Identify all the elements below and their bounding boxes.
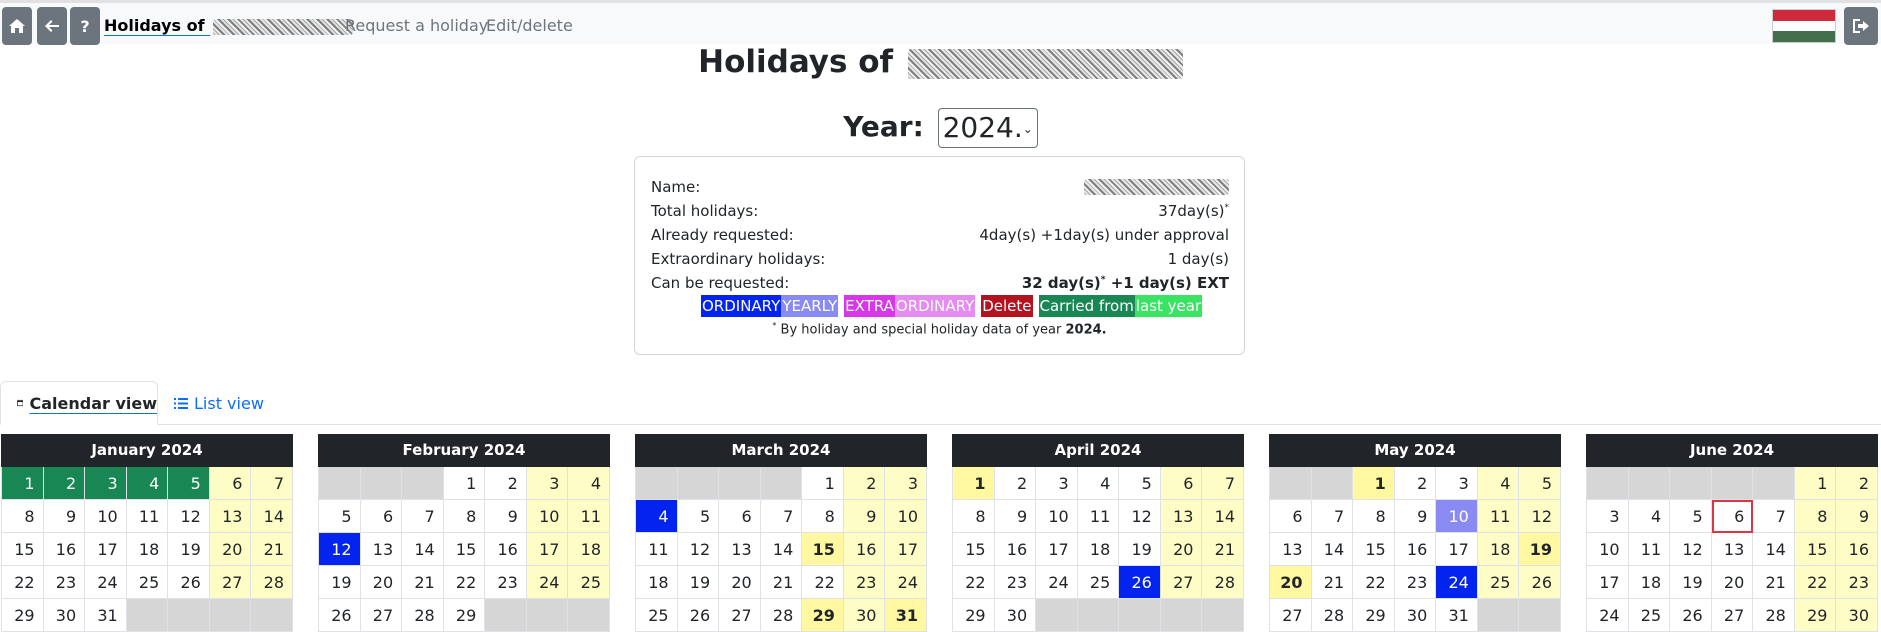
- chevron-down-icon: ⌄: [1022, 122, 1033, 136]
- calendar-day-cell[interactable]: 19: [1670, 566, 1712, 599]
- calendar-day-cell[interactable]: 9: [44, 500, 86, 533]
- calendar-day-cell[interactable]: 21: [402, 566, 444, 599]
- calendar-day-cell[interactable]: 27: [1270, 599, 1312, 632]
- calendar-day-cell[interactable]: 6: [210, 467, 252, 500]
- calendar-day-cell[interactable]: 12: [1519, 500, 1561, 533]
- sign-out-icon: [1852, 18, 1870, 34]
- month-calendar-march: [635, 434, 927, 632]
- holiday-summary-card: [634, 156, 1245, 355]
- requested-value: 4day(s) +1day(s) under approval: [979, 226, 1229, 244]
- extraordinary-label: Extraordinary holidays:: [651, 250, 826, 268]
- calendar-day-cell[interactable]: 5: [1519, 467, 1561, 500]
- calendar-empty-cell: [761, 467, 803, 500]
- tab-calendar-label: Calendar view: [29, 393, 157, 413]
- calendar-day-cell[interactable]: 8: [2, 500, 44, 533]
- calendar-day-cell[interactable]: 21: [1753, 566, 1795, 599]
- summary-row-name: [651, 175, 1229, 199]
- extraordinary-value: 1 day(s): [1167, 250, 1229, 268]
- calendar-day-cell[interactable]: 21: [761, 566, 803, 599]
- calendar-day-cell[interactable]: 31: [885, 599, 927, 632]
- tab-list-view[interactable]: [174, 381, 264, 425]
- calendar-day-cell[interactable]: 13: [719, 533, 761, 566]
- calendar-day-cell[interactable]: 18: [1478, 533, 1520, 566]
- calendar-day-cell[interactable]: 20: [1161, 533, 1203, 566]
- can-request-value: [1022, 274, 1229, 292]
- total-value-text: 37day(s): [1158, 202, 1225, 220]
- calendar-day-cell[interactable]: 13: [1712, 533, 1754, 566]
- calendar-day-cell[interactable]: 1: [2, 467, 44, 500]
- calendar-empty-cell: [1629, 467, 1671, 500]
- calendar-day-cell[interactable]: 29: [953, 599, 995, 632]
- calendar-day-cell[interactable]: 23: [44, 566, 86, 599]
- calendar-day-cell[interactable]: 29: [1353, 599, 1395, 632]
- calendar-day-cell[interactable]: 26: [678, 599, 720, 632]
- calendar-day-cell[interactable]: 25: [636, 599, 678, 632]
- legend-yearly: YEARLY: [782, 297, 838, 315]
- footnote-mark: *: [772, 321, 777, 330]
- calendar-day-cell[interactable]: 14: [1753, 533, 1795, 566]
- calendar-day-cell[interactable]: 30: [995, 599, 1037, 632]
- calendar-day-cell[interactable]: 22: [444, 566, 486, 599]
- year-select-value: 2024.: [942, 111, 1023, 144]
- calendar-day-cell[interactable]: 30: [1836, 599, 1878, 632]
- calendar-day-cell[interactable]: 7: [761, 500, 803, 533]
- calendar-day-cell[interactable]: 19: [1519, 533, 1561, 566]
- calendar-day-cell[interactable]: 2: [1395, 467, 1437, 500]
- calendar-day-cell[interactable]: 24: [85, 566, 127, 599]
- calendar-day-cell[interactable]: 12: [1119, 500, 1161, 533]
- calendar-day-cell[interactable]: 25: [127, 566, 169, 599]
- calendar-day-cell[interactable]: 18: [1078, 533, 1120, 566]
- footnote-text: By holiday and special holiday data of year: [776, 322, 1066, 338]
- logout-button[interactable]: [1844, 7, 1878, 45]
- page-title-text: Holidays of: [698, 44, 894, 80]
- name-label: Name:: [651, 178, 701, 196]
- month-header: February 2024: [318, 434, 610, 467]
- calendar-day-cell[interactable]: 23: [995, 566, 1037, 599]
- month-grid: [318, 467, 610, 632]
- calendar-day-cell[interactable]: 17: [1436, 533, 1478, 566]
- calendar-day-cell[interactable]: 28: [251, 566, 293, 599]
- calendar-day-cell[interactable]: 20: [719, 566, 761, 599]
- calendar-day-cell[interactable]: 5: [319, 500, 361, 533]
- calendar-day-cell[interactable]: 8: [953, 500, 995, 533]
- calendar-day-cell[interactable]: 3: [885, 467, 927, 500]
- calendar-day-cell[interactable]: 27: [1712, 599, 1754, 632]
- calendar-day-cell[interactable]: 18: [636, 566, 678, 599]
- calendar-day-cell[interactable]: 18: [127, 533, 169, 566]
- month-grid: [1269, 467, 1561, 632]
- calendar-day-cell[interactable]: 15: [2, 533, 44, 566]
- calendar-day-cell[interactable]: 23: [485, 566, 527, 599]
- calendar-day-cell[interactable]: 3: [1436, 467, 1478, 500]
- calendar-day-cell[interactable]: 9: [844, 500, 886, 533]
- calendar-day-cell[interactable]: 14: [1202, 500, 1244, 533]
- calendar-day-cell[interactable]: 6: [1270, 500, 1312, 533]
- redacted-employee-name: [1084, 179, 1229, 195]
- month-calendar-january: [1, 434, 293, 632]
- calendar-day-cell[interactable]: 26: [1119, 566, 1161, 599]
- calendar-empty-cell: [1712, 467, 1754, 500]
- calendar-day-cell[interactable]: 22: [802, 566, 844, 599]
- calendar-day-cell[interactable]: 29: [1795, 599, 1837, 632]
- month-header: June 2024: [1586, 434, 1878, 467]
- calendar-empty-cell: [319, 467, 361, 500]
- calendar-day-cell[interactable]: 7: [1753, 500, 1795, 533]
- calendar-day-cell[interactable]: 14: [251, 500, 293, 533]
- summary-row-extraordinary: [651, 247, 1229, 271]
- calendar-day-cell[interactable]: 26: [1670, 599, 1712, 632]
- tab-calendar-view[interactable]: [0, 381, 158, 425]
- calendar-day-cell[interactable]: 20: [1270, 566, 1312, 599]
- calendar-day-cell[interactable]: 24: [527, 566, 569, 599]
- calendar-day-cell[interactable]: 31: [1436, 599, 1478, 632]
- calendar-empty-cell: [1270, 467, 1312, 500]
- calendar-day-cell[interactable]: 13: [210, 500, 252, 533]
- nav-link-holidays[interactable]: [104, 16, 353, 35]
- calendar-empty-cell: [719, 467, 761, 500]
- calendar-day-cell[interactable]: 5: [1119, 467, 1161, 500]
- summary-footnote: [635, 321, 1244, 337]
- calendar-day-cell[interactable]: 29: [802, 599, 844, 632]
- calendar-day-cell[interactable]: 31: [85, 599, 127, 632]
- calendar-day-cell[interactable]: 12: [1670, 533, 1712, 566]
- calendar-day-cell[interactable]: 26: [1519, 566, 1561, 599]
- calendar-day-cell[interactable]: 7: [1202, 467, 1244, 500]
- list-icon: [174, 397, 188, 410]
- month-header: May 2024: [1269, 434, 1561, 467]
- calendar-day-cell[interactable]: 25: [1478, 566, 1520, 599]
- calendar-day-cell[interactable]: 26: [168, 566, 210, 599]
- calendar-day-cell[interactable]: 11: [568, 500, 610, 533]
- calendar-empty-cell: [636, 467, 678, 500]
- calendar-day-cell[interactable]: 4: [1078, 467, 1120, 500]
- calendar-empty-cell: [1312, 467, 1354, 500]
- calendar-day-cell[interactable]: 4: [1478, 467, 1520, 500]
- month-grid: [952, 467, 1244, 632]
- calendar-day-cell[interactable]: 9: [485, 500, 527, 533]
- calendar-day-cell[interactable]: 10: [1436, 500, 1478, 533]
- calendar-day-cell[interactable]: 15: [953, 533, 995, 566]
- calendar-day-cell[interactable]: 14: [761, 533, 803, 566]
- calendar-day-cell[interactable]: 16: [844, 533, 886, 566]
- calendar-day-cell[interactable]: 15: [444, 533, 486, 566]
- calendar-day-cell[interactable]: 25: [1629, 599, 1671, 632]
- calendar-day-cell[interactable]: 2: [844, 467, 886, 500]
- year-selector-row: [0, 108, 1881, 148]
- calendar-day-cell[interactable]: 24: [885, 566, 927, 599]
- calendar-day-cell[interactable]: 16: [995, 533, 1037, 566]
- calendar-empty-cell: [1587, 467, 1629, 500]
- calendar-empty-cell: [168, 599, 210, 632]
- summary-row-can-request: [651, 271, 1229, 295]
- calendar-day-cell[interactable]: 27: [719, 599, 761, 632]
- can-request-ext: +1 day(s) EXT: [1105, 274, 1229, 292]
- calendar-day-cell[interactable]: 2: [485, 467, 527, 500]
- calendar-day-cell[interactable]: 21: [1202, 533, 1244, 566]
- month-grid: [1, 467, 293, 632]
- calendar-day-cell[interactable]: 6: [1712, 500, 1754, 533]
- calendar-day-cell[interactable]: 15: [802, 533, 844, 566]
- calendar-day-cell[interactable]: 28: [402, 599, 444, 632]
- legend-carried-from: Carried from: [1039, 297, 1134, 315]
- calendar-day-cell[interactable]: 23: [844, 566, 886, 599]
- calendar-day-cell[interactable]: 23: [1395, 566, 1437, 599]
- calendar-day-cell[interactable]: 30: [44, 599, 86, 632]
- can-request-footnote-mark: *: [1100, 275, 1106, 285]
- top-navbar: [0, 0, 1881, 44]
- calendar-day-cell[interactable]: 18: [568, 533, 610, 566]
- calendar-day-cell[interactable]: 1: [1795, 467, 1837, 500]
- nav-link-request[interactable]: Request a holiday: [345, 16, 489, 35]
- legend-extra: EXTRA: [845, 297, 894, 315]
- legend-last-year: last year: [1135, 297, 1202, 315]
- calendar-empty-cell: [210, 599, 252, 632]
- month-calendar-february: [318, 434, 610, 632]
- month-grid: [1586, 467, 1878, 632]
- month-grid: [635, 467, 927, 632]
- arrow-left-icon: [44, 19, 60, 33]
- calendar-day-cell[interactable]: 7: [402, 500, 444, 533]
- calendar-day-cell[interactable]: 4: [636, 500, 678, 533]
- calendar-day-cell[interactable]: 13: [1270, 533, 1312, 566]
- calendar-empty-cell: [1078, 599, 1120, 632]
- calendar-day-cell[interactable]: 27: [361, 599, 403, 632]
- calendar-day-cell[interactable]: 4: [568, 467, 610, 500]
- nav-link-holidays-label: Holidays of: [104, 16, 205, 35]
- calendar-day-cell[interactable]: 17: [1036, 533, 1078, 566]
- footnote-year: 2024.: [1065, 322, 1107, 338]
- calendar-day-cell[interactable]: 8: [1353, 500, 1395, 533]
- calendar-empty-cell: [1478, 599, 1520, 632]
- calendar-day-cell[interactable]: 22: [1353, 566, 1395, 599]
- calendar-day-cell[interactable]: 27: [210, 566, 252, 599]
- month-header: March 2024: [635, 434, 927, 467]
- summary-row-total: [651, 199, 1229, 223]
- calendar-day-cell[interactable]: 11: [1078, 500, 1120, 533]
- legend-delete: Delete: [982, 297, 1032, 315]
- nav-link-edit-delete[interactable]: Edit/delete: [486, 16, 573, 35]
- calendar-day-cell[interactable]: 1: [802, 467, 844, 500]
- calendar-day-cell[interactable]: 11: [1629, 533, 1671, 566]
- calendar-day-cell[interactable]: 4: [127, 467, 169, 500]
- calendar-day-cell[interactable]: 30: [844, 599, 886, 632]
- calendar-day-cell[interactable]: 16: [485, 533, 527, 566]
- home-button[interactable]: [2, 7, 32, 45]
- calendar-day-cell[interactable]: 24: [1587, 599, 1629, 632]
- calendar-day-cell[interactable]: 5: [678, 500, 720, 533]
- calendar-day-cell[interactable]: 28: [1753, 599, 1795, 632]
- calendar-day-cell[interactable]: 2: [44, 467, 86, 500]
- total-value: [1158, 202, 1229, 220]
- calendar-day-cell[interactable]: 26: [319, 599, 361, 632]
- summary-row-requested: [651, 223, 1229, 247]
- month-calendar-may: [1269, 434, 1561, 632]
- calendar-day-cell[interactable]: 22: [2, 566, 44, 599]
- calendar-empty-cell: [1753, 467, 1795, 500]
- tab-list-label: List view: [194, 393, 264, 413]
- calendar-empty-cell: [678, 467, 720, 500]
- calendar-day-cell[interactable]: 9: [1395, 500, 1437, 533]
- calendar-day-cell[interactable]: 1: [953, 467, 995, 500]
- calendar-day-cell[interactable]: 8: [444, 500, 486, 533]
- calendar-day-cell[interactable]: 28: [1202, 566, 1244, 599]
- calendar-day-cell[interactable]: 4: [1629, 500, 1671, 533]
- calendar-day-cell[interactable]: 10: [527, 500, 569, 533]
- calendar-day-cell[interactable]: 24: [1036, 566, 1078, 599]
- calendar-day-cell[interactable]: 1: [444, 467, 486, 500]
- calendar-day-cell[interactable]: 6: [1161, 467, 1203, 500]
- calendar-day-cell[interactable]: 3: [1587, 500, 1629, 533]
- page-title: [0, 44, 1881, 80]
- redacted-title-name: [908, 49, 1183, 79]
- requested-label: Already requested:: [651, 226, 794, 244]
- calendar-day-cell[interactable]: 16: [1836, 533, 1878, 566]
- calendar-day-cell[interactable]: 7: [251, 467, 293, 500]
- calendar-day-cell[interactable]: 5: [1670, 500, 1712, 533]
- calendar-day-cell[interactable]: 25: [568, 566, 610, 599]
- calendar-day-cell[interactable]: 19: [1119, 533, 1161, 566]
- calendar-day-cell[interactable]: 7: [1312, 500, 1354, 533]
- calendar-day-cell[interactable]: 17: [885, 533, 927, 566]
- calendar-empty-cell: [251, 599, 293, 632]
- calendar-empty-cell: [402, 467, 444, 500]
- calendar-day-cell[interactable]: 24: [1436, 566, 1478, 599]
- calendar-day-cell[interactable]: 2: [1836, 467, 1878, 500]
- calendar-day-cell[interactable]: 17: [1587, 566, 1629, 599]
- can-request-label: Can be requested:: [651, 274, 790, 292]
- calendar-day-cell[interactable]: 14: [402, 533, 444, 566]
- calendar-day-cell[interactable]: 11: [1478, 500, 1520, 533]
- month-header: January 2024: [1, 434, 293, 467]
- calendar-empty-cell: [1670, 467, 1712, 500]
- calendar-day-cell[interactable]: 20: [210, 533, 252, 566]
- calendar-day-cell[interactable]: 16: [1395, 533, 1437, 566]
- calendar-day-cell[interactable]: 15: [1795, 533, 1837, 566]
- calendar-day-cell[interactable]: 6: [719, 500, 761, 533]
- calendar-day-cell[interactable]: 3: [527, 467, 569, 500]
- calendar-day-cell[interactable]: 17: [85, 533, 127, 566]
- calendar-day-cell[interactable]: 12: [678, 533, 720, 566]
- calendar-day-cell[interactable]: 16: [44, 533, 86, 566]
- calendar-day-cell[interactable]: 21: [1312, 566, 1354, 599]
- calendar-day-cell[interactable]: 22: [1795, 566, 1837, 599]
- calendar-empty-cell: [1036, 599, 1078, 632]
- calendar-day-cell[interactable]: 12: [168, 500, 210, 533]
- total-footnote-mark: *: [1224, 203, 1229, 213]
- flag-stripe-white: [1773, 21, 1835, 32]
- calendar-day-cell[interactable]: 3: [1036, 467, 1078, 500]
- calendar-day-cell[interactable]: 28: [761, 599, 803, 632]
- calendar-day-cell[interactable]: 5: [168, 467, 210, 500]
- calendar-day-cell[interactable]: 6: [361, 500, 403, 533]
- calendar-day-cell[interactable]: 9: [1836, 500, 1878, 533]
- calendar-day-cell[interactable]: 19: [168, 533, 210, 566]
- calendar-day-cell[interactable]: 25: [1078, 566, 1120, 599]
- month-calendar-june: [1586, 434, 1878, 632]
- calendar-day-cell[interactable]: 22: [953, 566, 995, 599]
- calendar-empty-cell: [1119, 599, 1161, 632]
- calendar-empty-cell: [361, 467, 403, 500]
- calendar-day-cell[interactable]: 8: [802, 500, 844, 533]
- legend-extraordinary: ORDINARY: [895, 297, 975, 315]
- year-label: Year:: [843, 110, 924, 143]
- redacted-name: [213, 19, 353, 35]
- calendar-day-cell[interactable]: 3: [85, 467, 127, 500]
- calendar-empty-cell: [568, 599, 610, 632]
- calendar-day-cell[interactable]: 9: [995, 500, 1037, 533]
- calendar-day-cell[interactable]: 15: [1353, 533, 1395, 566]
- calendar-empty-cell: [1202, 599, 1244, 632]
- calendar-day-cell[interactable]: 10: [1587, 533, 1629, 566]
- calendar-day-cell[interactable]: 10: [1036, 500, 1078, 533]
- calendar-empty-cell: [485, 599, 527, 632]
- calendar-empty-cell: [527, 599, 569, 632]
- calendar-day-cell[interactable]: 8: [1795, 500, 1837, 533]
- month-calendar-april: [952, 434, 1244, 632]
- calendar-day-cell[interactable]: 14: [1312, 533, 1354, 566]
- help-button[interactable]: [70, 7, 100, 45]
- calendar-day-cell[interactable]: 13: [1161, 500, 1203, 533]
- calendar-icon: [17, 396, 23, 410]
- flag-stripe-red: [1773, 10, 1835, 21]
- can-request-days: 32 day(s): [1021, 274, 1101, 292]
- legend-ordinary: ORDINARY: [702, 297, 781, 315]
- calendar-day-cell[interactable]: 10: [85, 500, 127, 533]
- calendar-day-cell[interactable]: 28: [1312, 599, 1354, 632]
- calendar-day-cell[interactable]: 21: [251, 533, 293, 566]
- view-tabs: [0, 381, 1881, 425]
- calendar-day-cell[interactable]: 11: [636, 533, 678, 566]
- calendar-day-cell[interactable]: 17: [527, 533, 569, 566]
- calendar-day-cell[interactable]: 11: [127, 500, 169, 533]
- calendar-day-cell[interactable]: 19: [678, 566, 720, 599]
- calendar-day-cell[interactable]: 10: [885, 500, 927, 533]
- calendar-day-cell[interactable]: 2: [995, 467, 1037, 500]
- calendar-empty-cell: [127, 599, 169, 632]
- calendar-empty-cell: [1161, 599, 1203, 632]
- year-select[interactable]: [938, 108, 1038, 148]
- help-label: ?: [80, 16, 90, 36]
- calendar-day-cell[interactable]: 27: [1161, 566, 1203, 599]
- calendar-day-cell[interactable]: 19: [319, 566, 361, 599]
- home-icon: [8, 18, 26, 34]
- calendar-day-cell[interactable]: 20: [1712, 566, 1754, 599]
- calendar-day-cell[interactable]: 23: [1836, 566, 1878, 599]
- total-label: Total holidays:: [651, 202, 759, 220]
- calendar-day-cell[interactable]: 18: [1629, 566, 1671, 599]
- calendar-day-cell[interactable]: 1: [1353, 467, 1395, 500]
- month-header: April 2024: [952, 434, 1244, 467]
- color-legend: [701, 295, 1202, 317]
- flag-stripe-green: [1773, 31, 1835, 42]
- calendar-day-cell[interactable]: 30: [1395, 599, 1437, 632]
- calendar-day-cell[interactable]: 29: [2, 599, 44, 632]
- language-flag-hungarian[interactable]: [1772, 9, 1836, 43]
- calendar-day-cell[interactable]: 13: [361, 533, 403, 566]
- back-button[interactable]: [37, 7, 67, 45]
- calendar-day-cell[interactable]: 20: [361, 566, 403, 599]
- calendar-day-cell[interactable]: 29: [444, 599, 486, 632]
- calendar-empty-cell: [1519, 599, 1561, 632]
- calendar-day-cell[interactable]: 12: [319, 533, 361, 566]
